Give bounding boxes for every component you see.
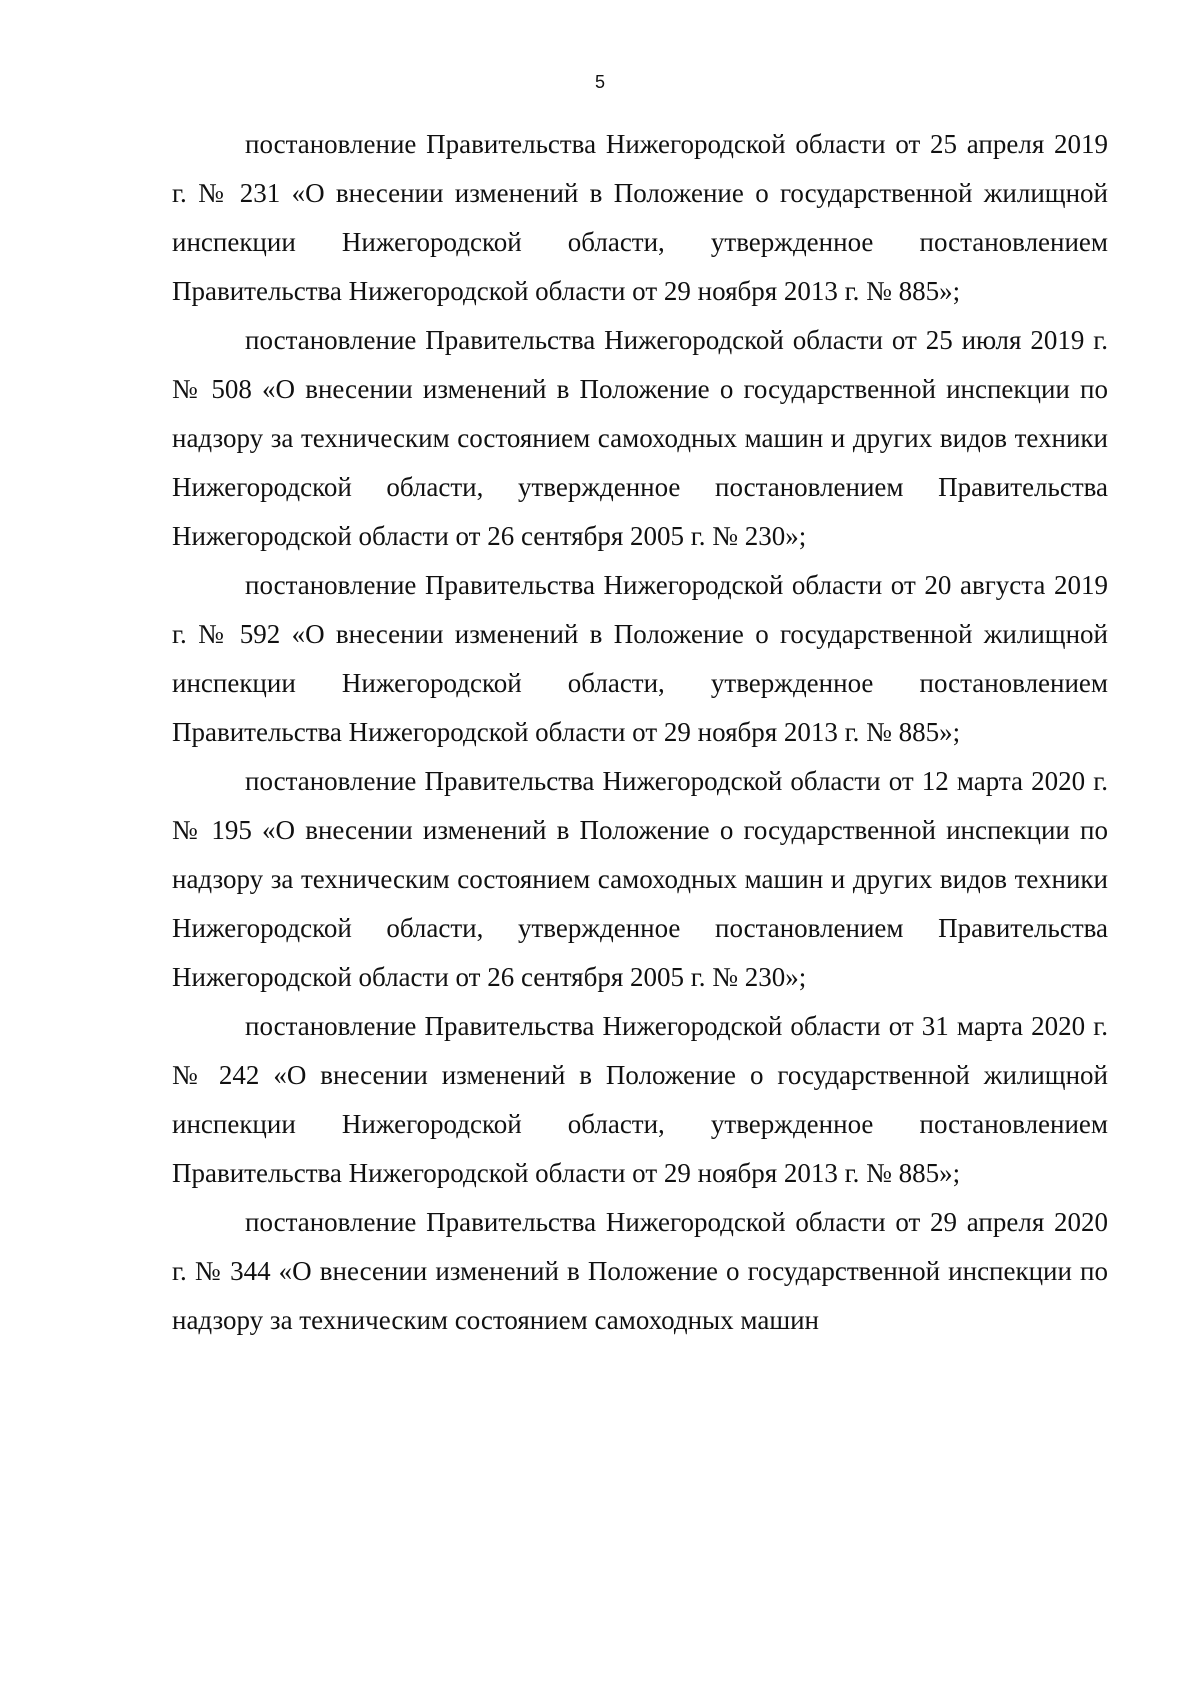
page-number: 5 bbox=[594, 72, 605, 92]
resolution-entry: постановление Правительства Нижегородской области от 29 апреля 2020 г. № 344 «О внесении изменений в Положение о государственной инспекции по надзору за техническим состоянием самоходных машин bbox=[172, 1207, 1108, 1335]
resolution-entry: постановление Правительства Нижегородской области от 12 марта 2020 г. № 195 «О внесении изменений в Положение о государственной инспекции по надзору за техническим состоянием самоходных машин и других видов техники Нижегородской области, утвержденное постановлением Правительства Нижегородской области от 26 сентября 2005 г. № 230»; bbox=[172, 766, 1108, 992]
resolution-entry: постановление Правительства Нижегородской области от 20 августа 2019 г. № 592 «О внесении изменений в Положение о государственной жилищной инспекции Нижегородской области, утвержденное постановлением Правительства Нижегородской области от 29 ноября 2013 г. № 885»; bbox=[172, 570, 1108, 747]
resolution-entry: постановление Правительства Нижегородской области от 25 апреля 2019 г. № 231 «О внесении изменений в Положение о государственной жилищной инспекции Нижегородской области, утвержденное постановлением Правительства Нижегородской области от 29 ноября 2013 г. № 885»; bbox=[172, 129, 1108, 306]
resolution-entry: постановление Правительства Нижегородской области от 31 марта 2020 г. № 242 «О внесении изменений в Положение о государственной жилищной инспекции Нижегородской области, утвержденное постановлением Правительства Нижегородской области от 29 ноября 2013 г. № 885»; bbox=[172, 1011, 1108, 1188]
document-body bbox=[172, 120, 1108, 1345]
resolution-entry: постановление Правительства Нижегородской области от 25 июля 2019 г. № 508 «О внесении изменений в Положение о государственной инспекции по надзору за техническим состоянием самоходных машин и других видов техники Нижегородской области, утвержденное постановлением Правительства Нижегородской области от 26 сентября 2005 г. № 230»; bbox=[172, 325, 1108, 551]
